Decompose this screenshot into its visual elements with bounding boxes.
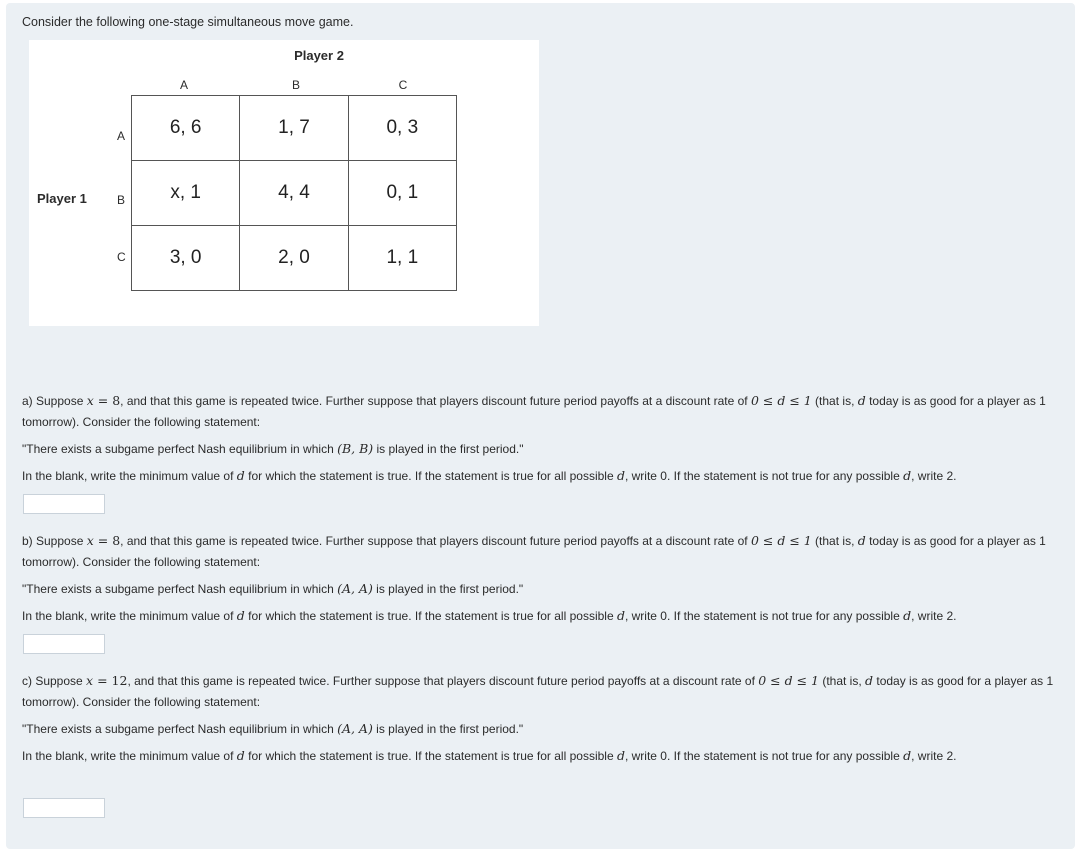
question-b	[22, 530, 1062, 627]
question-a	[22, 390, 1062, 487]
table-row	[132, 226, 457, 291]
answer-input-b[interactable]	[23, 634, 105, 654]
question-a-statement: "There exists a subgame perfect Nash equilibrium in which (B, B) is played in the first period."	[22, 441, 524, 456]
question-c-statement: "There exists a subgame perfect Nash equilibrium in which (A, A) is played in the first period."	[22, 721, 524, 736]
payoff-matrix-figure	[29, 40, 539, 326]
row-label-a: A	[117, 129, 126, 143]
cell-a-b: 1, 7	[240, 96, 348, 161]
cell-a-a: 6, 6	[132, 96, 240, 161]
player1-label: Player 1	[37, 191, 87, 206]
question-c	[22, 670, 1062, 767]
answer-input-a[interactable]	[23, 494, 105, 514]
col-label-a: A	[179, 78, 188, 92]
intro-text: Consider the following one-stage simultaneous move game.	[22, 15, 354, 29]
question-b-setup: b) Suppose x = 8, and that this game is repeated twice. Further suppose that players discount future period payoffs at a discount rate of 0 ≤ d ≤ 1 (that is, d today is as good for a player as 1 tomorrow). Consider the following statement:	[22, 533, 1046, 569]
question-c-setup: c) Suppose x = 12, and that this game is repeated twice. Further suppose that players discount future period payoffs at a discount rate of 0 ≤ d ≤ 1 (that is, d today is as good for a player as 1 tomorrow). Consider the following statement:	[22, 673, 1054, 709]
table-row	[132, 96, 457, 161]
cell-b-a: x, 1	[132, 161, 240, 226]
question-a-instruction: In the blank, write the minimum value of d for which the statement is true. If the statement is true for all possible d, write 0. If the statement is not true for any possible d, write 2.	[22, 468, 957, 483]
question-a-setup: a) Suppose x = 8, and that this game is repeated twice. Further suppose that players discount future period payoffs at a discount rate of 0 ≤ d ≤ 1 (that is, d today is as good for a player as 1 tomorrow). Consider the following statement:	[22, 393, 1046, 429]
cell-a-c: 0, 3	[348, 96, 456, 161]
table-row	[132, 161, 457, 226]
question-panel	[6, 3, 1075, 849]
row-label-c: C	[117, 250, 126, 264]
col-label-c: C	[398, 78, 408, 92]
cell-c-b: 2, 0	[240, 226, 348, 291]
player2-label: Player 2	[294, 48, 344, 63]
payoff-table	[131, 95, 457, 291]
question-b-statement: "There exists a subgame perfect Nash equilibrium in which (A, A) is played in the first period."	[22, 581, 524, 596]
question-b-instruction: In the blank, write the minimum value of d for which the statement is true. If the statement is true for all possible d, write 0. If the statement is not true for any possible d, write 2.	[22, 608, 957, 623]
answer-input-c[interactable]	[23, 798, 105, 818]
cell-c-a: 3, 0	[132, 226, 240, 291]
cell-c-c: 1, 1	[348, 226, 456, 291]
cell-b-c: 0, 1	[348, 161, 456, 226]
cell-b-b: 4, 4	[240, 161, 348, 226]
col-label-b: B	[291, 78, 300, 92]
question-c-instruction: In the blank, write the minimum value of d for which the statement is true. If the statement is true for all possible d, write 0. If the statement is not true for any possible d, write 2.	[22, 748, 957, 763]
row-label-b: B	[117, 193, 126, 207]
